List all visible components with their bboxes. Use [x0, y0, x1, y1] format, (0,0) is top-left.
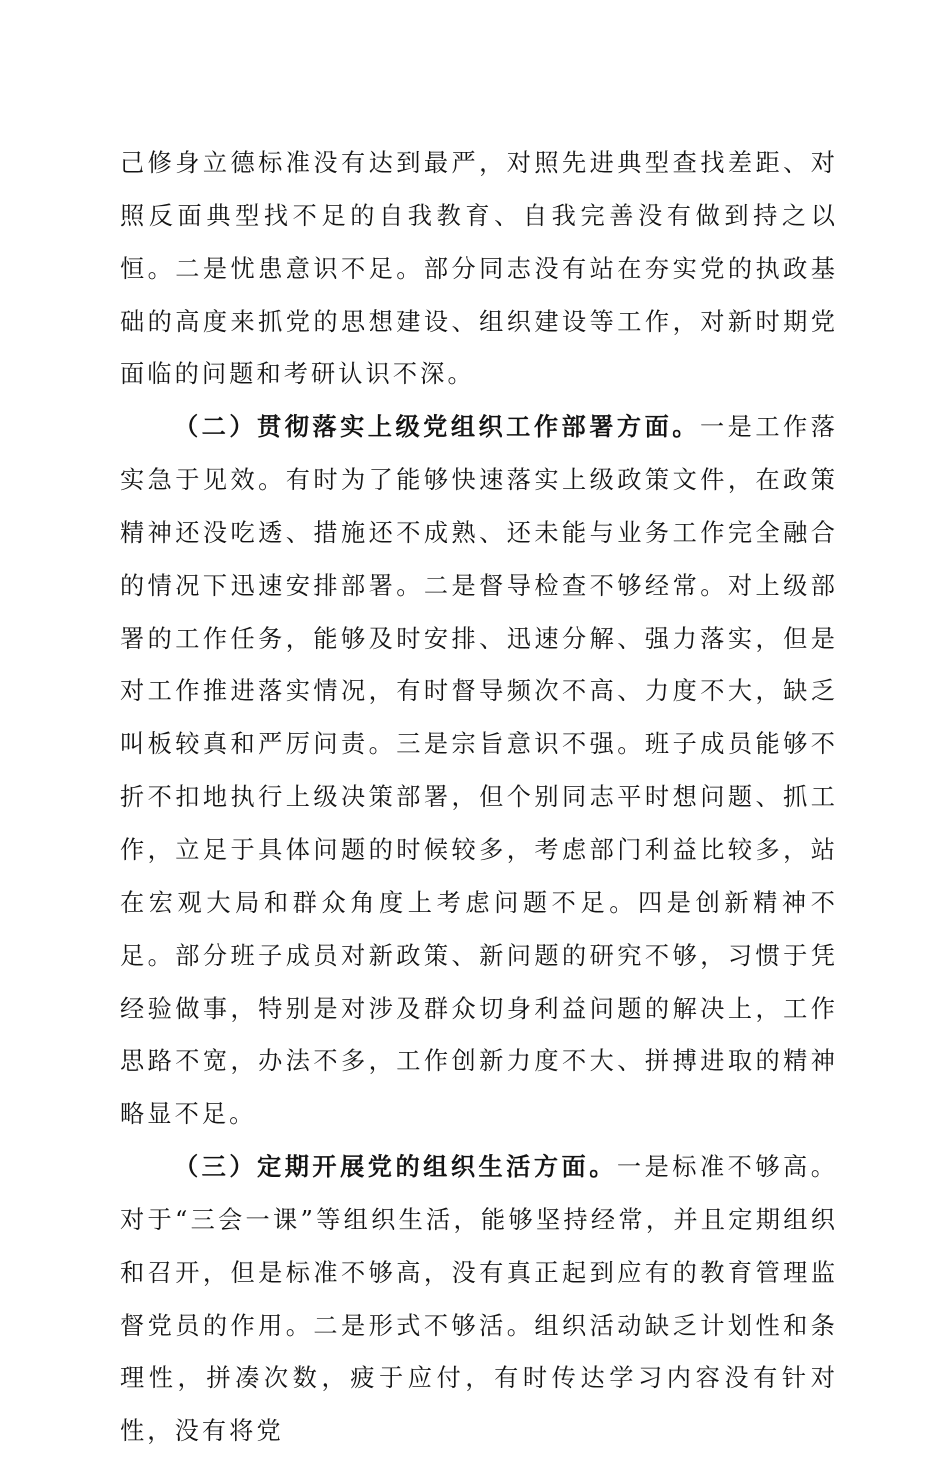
paragraph-1-text: 己修身立德标准没有达到最严，对照先进典型查找差距、对照反面典型找不足的自我教育、自我完善没有做到持之以恒。二是忧患意识不足。部分同志没有站在夯实党的执政基础的高度来抓党的思想建设、组织建设等工作，对新时期党面临的问题和考研认识不深。	[120, 149, 838, 389]
paragraph-section-2	[120, 401, 838, 1141]
document-body	[120, 137, 838, 1458]
paragraph-section-3	[120, 1141, 838, 1458]
section-3-heading: （三）定期开展党的组织生活方面。	[174, 1152, 617, 1182]
section-2-heading: （二）贯彻落实上级党组织工作部署方面。	[174, 412, 700, 442]
section-3-text: 一是标准不够高。对于“三会一课”等组织生活，能够坚持经常，并且定期组织和召开，但是标准不够高，没有真正起到应有的教育管理监督党员的作用。二是形式不够活。组织活动缺乏计划性和条理性，拼凑次数，疲于应付，有时传达学习内容没有针对性，没有将党	[120, 1153, 838, 1446]
section-2-text: 一是工作落实急于见效。有时为了能够快速落实上级政策文件，在政策精神还没吃透、措施还不成熟、还未能与业务工作完全融合的情况下迅速安排部署。二是督导检查不够经常。对上级部署的工作任务，能够及时安排、迅速分解、强力落实，但是对工作推进落实情况，有时督导频次不高、力度不大，缺乏叫板较真和严厉问责。三是宗旨意识不强。班子成员能够不折不扣地执行上级决策部署，但个别同志平时想问题、抓工作，立足于具体问题的时候较多，考虑部门利益比较多，站在宏观大局和群众角度上考虑问题不足。四是创新精神不足。部分班子成员对新政策、新问题的研究不够，习惯于凭经验做事，特别是对涉及群众切身利益问题的解决上，工作思路不宽，办法不多，工作创新力度不大、拼搏进取的精神略显不足。	[120, 413, 838, 1129]
paragraph-continuation	[120, 137, 838, 401]
